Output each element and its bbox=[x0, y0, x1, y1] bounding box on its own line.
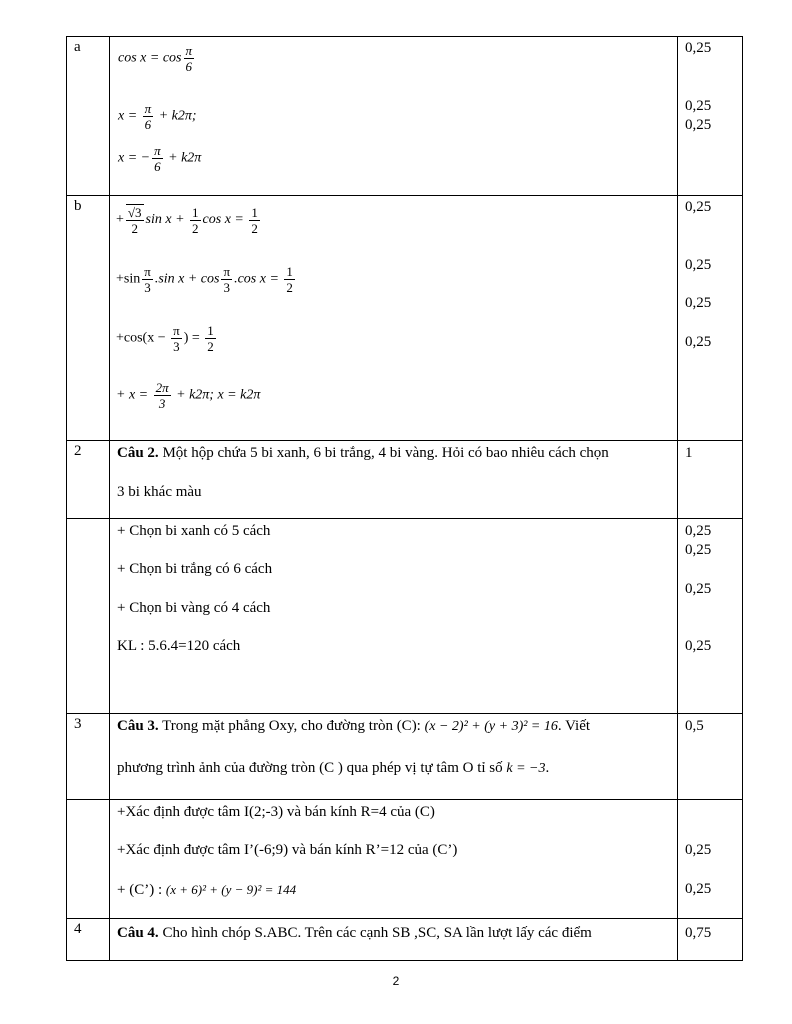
equation-line: + x = $\frac{2\pi}{3}$ + k2π; x = k2π bbox=[116, 380, 261, 411]
score: 0,25 bbox=[685, 334, 712, 350]
page-number: 2 bbox=[392, 974, 400, 988]
equation-line: cos x = cos $\frac{\pi}{6}$ bbox=[118, 43, 193, 74]
answer-line: +Xác định được tâm I’(-6;9) và bán kính R’=12 của (C’) bbox=[117, 842, 458, 858]
score: 0,25 bbox=[685, 638, 712, 654]
score: 0,25 bbox=[685, 295, 712, 311]
question-text: Câu 4. Cho hình chóp S.ABC. Trên các cạnh SB ,SC, SA lần lượt lấy các điểm bbox=[117, 925, 592, 941]
equation-line: + $\frac{√3}{2}$ sin x + $\frac{1}{2}$ cos x = $\frac{1}{2}$ bbox=[116, 204, 258, 236]
row-label: a bbox=[74, 39, 81, 55]
score: 0,5 bbox=[685, 718, 704, 734]
score: 0,25 bbox=[685, 257, 712, 273]
score: 0,25 bbox=[685, 581, 712, 597]
answer-line: + Chọn bi trắng có 6 cách bbox=[117, 561, 273, 577]
score: 0,25 bbox=[685, 842, 712, 858]
equation-line: +sin $\frac{\pi}{3}$ .sin x + cos $\frac{\pi}{3}$ .cos x = $\frac{1}{2}$ bbox=[116, 264, 293, 295]
score: 0,75 bbox=[685, 925, 712, 941]
table-row bbox=[67, 196, 743, 441]
row-label: 3 bbox=[74, 716, 82, 732]
score: 1 bbox=[685, 445, 693, 461]
answer-line: + Chọn bi vàng có 4 cách bbox=[117, 600, 271, 616]
table-row bbox=[67, 441, 743, 519]
question-text: Câu 2. Một hộp chứa 5 bi xanh, 6 bi trắng, 4 bi vàng. Hỏi có bao nhiêu cách chọn bbox=[117, 445, 609, 461]
equation-line: x = − $\frac{\pi}{6}$ + k2π bbox=[118, 143, 202, 174]
table-row bbox=[67, 919, 743, 961]
score: 0,25 bbox=[685, 523, 712, 539]
table-row bbox=[67, 519, 743, 714]
row-label: 2 bbox=[74, 443, 82, 459]
table-row bbox=[67, 800, 743, 919]
question-text: Câu 3. Trong mặt phẳng Oxy, cho đường tròn (C): (x − 2)² + (y + 3)² = 16. Viết bbox=[117, 718, 591, 734]
table-row bbox=[67, 714, 743, 800]
question-text: 3 bi khác màu bbox=[117, 484, 202, 500]
equation-line: +cos(x − $\frac{\pi}{3}$ ) = $\frac{1}{2}$ bbox=[116, 323, 214, 354]
score: 0,25 bbox=[685, 881, 712, 897]
score: 0,25 bbox=[685, 542, 712, 558]
answer-line: + (C’) : (x + 6)² + (y − 9)² = 144 bbox=[117, 882, 297, 898]
row-label: b bbox=[74, 198, 82, 214]
answer-line: KL : 5.6.4=120 cách bbox=[117, 638, 241, 654]
table-row bbox=[67, 37, 743, 196]
row-label: 4 bbox=[74, 921, 82, 937]
question-text: phương trình ảnh của đường tròn (C ) qua phép vị tự tâm O tỉ số k = −3. bbox=[117, 760, 550, 776]
score: 0,25 bbox=[685, 199, 712, 215]
score: 0,25 bbox=[685, 117, 712, 133]
answer-line: + Chọn bi xanh có 5 cách bbox=[117, 523, 271, 539]
answer-line: +Xác định được tâm I(2;-3) và bán kính R=4 của (C) bbox=[117, 804, 435, 820]
answer-table bbox=[66, 36, 743, 961]
score: 0,25 bbox=[685, 98, 712, 114]
score: 0,25 bbox=[685, 40, 712, 56]
equation-line: x = $\frac{\pi}{6}$ + k2π; bbox=[118, 101, 197, 132]
